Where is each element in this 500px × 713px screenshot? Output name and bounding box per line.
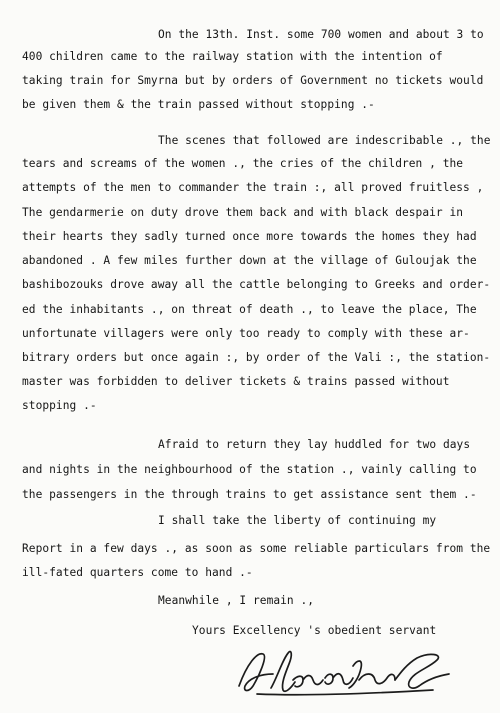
letter-line: their hearts they sadly turned once more towards the homes they had	[22, 230, 477, 243]
letter-line: and nights in the neighbourhood of the station ., vainly calling to	[22, 463, 477, 476]
letter-line: master was forbidden to deliver tickets & trains passed without	[22, 375, 450, 388]
letter-line: ed the inhabitants ., on threat of death ., to leave the place, The	[22, 303, 477, 316]
letter-line: attempts of the men to commander the train :, all proved fruitless ,	[22, 181, 484, 194]
letter-line: tears and screams of the women ., the cries of the children , the	[22, 157, 464, 170]
letter-line: Afraid to return they lay huddled for two days	[158, 438, 471, 451]
closing-line: Meanwhile , I remain .,	[158, 594, 315, 607]
closing-salutation: Yours Excellency 's obedient servant	[192, 624, 437, 637]
letter-line: stopping .-	[22, 399, 97, 412]
letter-line: unfortunate villagers were only too ready to comply with these ar-	[22, 327, 470, 340]
letter-line: abandoned . A few miles further down at the village of Guloujak the	[22, 254, 477, 267]
letter-line: the passengers in the through trains to get assistance sent them .-	[22, 488, 477, 501]
handwritten-signature	[233, 646, 458, 701]
letter-line: bashibozouks drove away all the cattle belonging to Greeks and order-	[22, 278, 491, 291]
letter-line: I shall take the liberty of continuing my	[158, 514, 437, 527]
letter-line: The gendarmerie on duty drove them back and with black despair in	[22, 206, 464, 219]
letter-line: The scenes that followed are indescribable ., the	[158, 134, 491, 147]
letter-line: be given them & the train passed without stopping .-	[22, 98, 375, 111]
letter-line: Report in a few days ., as soon as some reliable particulars from the	[22, 542, 491, 555]
letter-line: bitrary orders but once again :, by order of the Vali :, the station-	[22, 351, 491, 364]
letter-line: ill-fated quarters come to hand .-	[22, 566, 253, 579]
letter-line: 400 children came to the railway station with the intention of	[22, 50, 443, 63]
letter-line: taking train for Smyrna but by orders of Government no tickets would	[22, 74, 484, 87]
letter-line: On the 13th. Inst. some 700 women and about 3 to	[158, 28, 484, 41]
